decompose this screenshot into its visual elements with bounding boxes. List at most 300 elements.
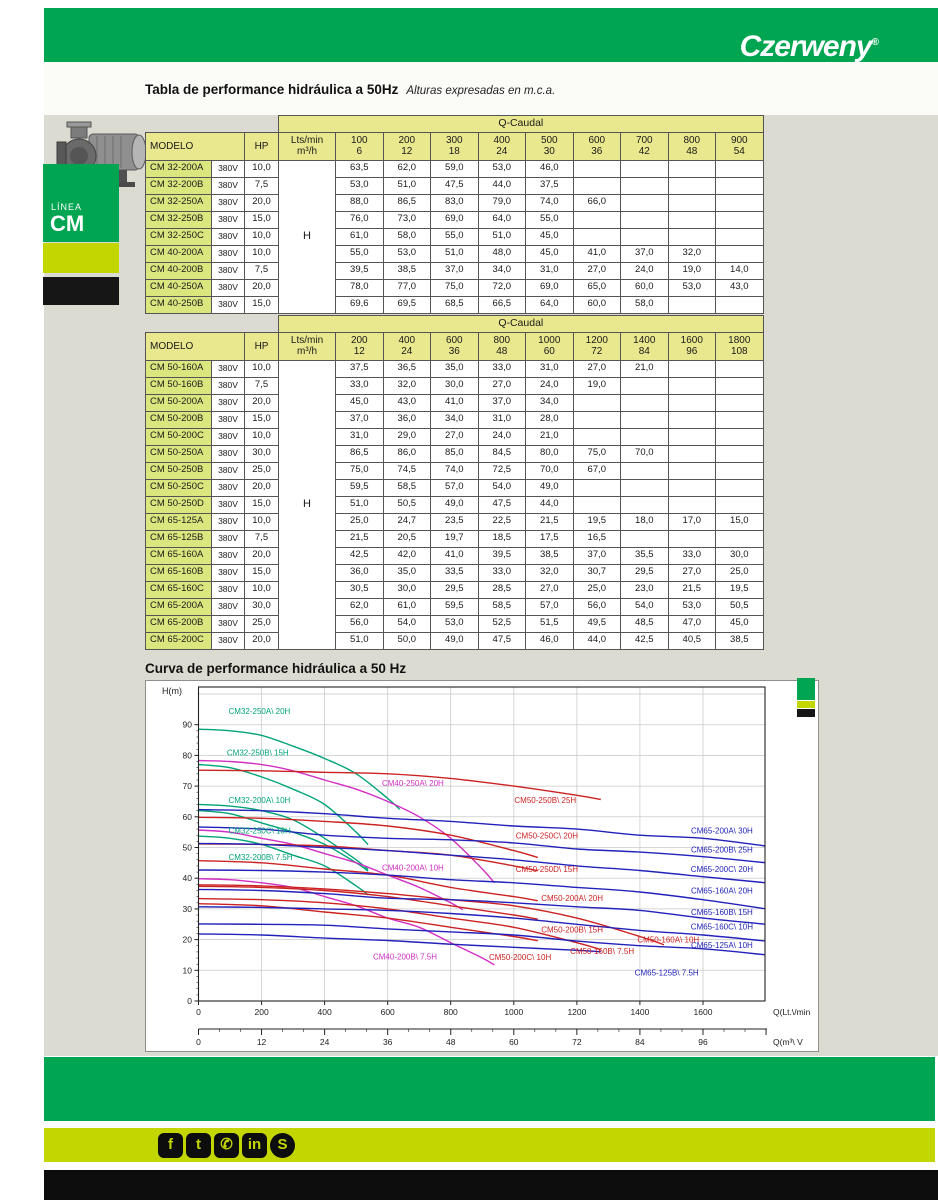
- value-cell: 37,5: [336, 360, 384, 377]
- value-cell: 85,0: [431, 445, 479, 462]
- table-section-subtitle: Alturas expresadas en m.c.a.: [406, 85, 556, 97]
- value-cell: 57,0: [526, 598, 574, 615]
- value-cell: 59,5: [431, 598, 479, 615]
- value-cell: 72,5: [478, 462, 526, 479]
- value-cell: 53,0: [431, 615, 479, 632]
- value-cell: 42,5: [336, 547, 384, 564]
- value-cell: 51,5: [526, 615, 574, 632]
- table-row: [146, 581, 764, 598]
- lts-min-header: Lts/min m³/h: [279, 332, 336, 360]
- value-cell: 68,5: [431, 296, 479, 313]
- value-cell: 51,0: [336, 496, 384, 513]
- value-cell: [621, 211, 669, 228]
- hp-cell: 30,0: [245, 598, 279, 615]
- hp-cell: 10,0: [245, 228, 279, 245]
- value-cell: 33,0: [336, 377, 384, 394]
- value-cell: 25,0: [573, 581, 621, 598]
- value-cell: 29,5: [431, 581, 479, 598]
- value-cell: 24,0: [621, 262, 669, 279]
- brand-logo: Czerweny®: [739, 30, 878, 63]
- svg-text:1200: 1200: [567, 1007, 587, 1017]
- value-cell: 86,5: [336, 445, 384, 462]
- plot-area: [199, 687, 766, 1001]
- value-cell: 56,0: [573, 598, 621, 615]
- svg-text:800: 800: [443, 1007, 458, 1017]
- model-cell: CM 40-200B: [146, 262, 212, 279]
- table-row: [146, 479, 764, 496]
- svg-text:10: 10: [182, 965, 192, 976]
- voltage-cell: 380V: [212, 479, 245, 496]
- value-cell: 45,0: [526, 228, 574, 245]
- value-cell: 41,0: [573, 245, 621, 262]
- voltage-cell: 380V: [212, 262, 245, 279]
- value-cell: 69,0: [431, 211, 479, 228]
- value-cell: [716, 445, 764, 462]
- left-margin-strip: [0, 0, 44, 1200]
- q-caudal-header: Q-Caudal: [279, 316, 764, 333]
- value-cell: 19,0: [668, 262, 716, 279]
- value-cell: 80,0: [526, 445, 574, 462]
- value-cell: 29,0: [383, 428, 431, 445]
- table-row: [146, 598, 764, 615]
- value-cell: 62,0: [383, 160, 431, 177]
- value-cell: [716, 411, 764, 428]
- value-cell: 76,0: [336, 211, 384, 228]
- value-cell: 43,0: [383, 394, 431, 411]
- hp-cell: 20,0: [245, 194, 279, 211]
- flow-header: 300 18: [431, 132, 479, 160]
- value-cell: [573, 479, 621, 496]
- value-cell: [716, 394, 764, 411]
- curve-label: CM65-125A\ 10H: [690, 941, 753, 951]
- value-cell: 53,0: [383, 245, 431, 262]
- value-cell: 58,5: [383, 479, 431, 496]
- hp-cell: 10,0: [245, 360, 279, 377]
- value-cell: 18,0: [621, 513, 669, 530]
- value-cell: 74,5: [383, 462, 431, 479]
- value-cell: 66,5: [478, 296, 526, 313]
- model-cell: CM 50-200B: [146, 411, 212, 428]
- curve-label: CM50-250D\ 15H: [515, 865, 579, 875]
- value-cell: 64,0: [478, 211, 526, 228]
- table-row: [146, 279, 764, 296]
- value-cell: 59,0: [431, 160, 479, 177]
- svg-text:1000: 1000: [504, 1007, 524, 1017]
- value-cell: 21,5: [336, 530, 384, 547]
- value-cell: 25,0: [716, 564, 764, 581]
- value-cell: [668, 360, 716, 377]
- model-cell: CM 50-160A: [146, 360, 212, 377]
- table-row: [146, 245, 764, 262]
- value-cell: 62,0: [336, 598, 384, 615]
- performance-curve-figure: [145, 680, 819, 1052]
- value-cell: [716, 360, 764, 377]
- model-cell: CM 50-200C: [146, 428, 212, 445]
- voltage-cell: 380V: [212, 245, 245, 262]
- value-cell: [573, 228, 621, 245]
- value-cell: 57,0: [431, 479, 479, 496]
- flow-header: 600 36: [431, 332, 479, 360]
- model-cell: CM 50-250B: [146, 462, 212, 479]
- value-cell: 38,5: [383, 262, 431, 279]
- value-cell: 32,0: [526, 564, 574, 581]
- voltage-cell: 380V: [212, 615, 245, 632]
- svg-text:1600: 1600: [693, 1007, 713, 1017]
- value-cell: [716, 211, 764, 228]
- value-cell: [621, 479, 669, 496]
- model-cell: CM 65-200C: [146, 632, 212, 649]
- value-cell: 30,0: [716, 547, 764, 564]
- voltage-cell: 380V: [212, 194, 245, 211]
- value-cell: 53,0: [336, 177, 384, 194]
- curve-label: CM65-200C\ 20H: [690, 865, 754, 875]
- value-cell: 38,5: [716, 632, 764, 649]
- svg-text:400: 400: [317, 1007, 332, 1017]
- value-cell: [716, 245, 764, 262]
- value-cell: 53,0: [668, 598, 716, 615]
- value-cell: 30,7: [573, 564, 621, 581]
- voltage-cell: 380V: [212, 564, 245, 581]
- x-axis-label-lts: Q(Lt.\/min: [773, 1007, 811, 1017]
- value-cell: 55,0: [336, 245, 384, 262]
- value-cell: 34,0: [431, 411, 479, 428]
- value-cell: 54,0: [478, 479, 526, 496]
- hp-cell: 15,0: [245, 411, 279, 428]
- value-cell: 27,0: [478, 377, 526, 394]
- value-cell: [573, 496, 621, 513]
- value-cell: 65,0: [573, 279, 621, 296]
- value-cell: [621, 530, 669, 547]
- hp-cell: 7,5: [245, 377, 279, 394]
- voltage-cell: 380V: [212, 377, 245, 394]
- header-bar: [44, 8, 938, 62]
- value-cell: 67,0: [573, 462, 621, 479]
- value-cell: 75,0: [336, 462, 384, 479]
- hp-cell: 20,0: [245, 279, 279, 296]
- value-cell: 52,5: [478, 615, 526, 632]
- flow-header: 1200 72: [573, 332, 621, 360]
- model-cell: CM 65-125B: [146, 530, 212, 547]
- flow-header: 100 6: [336, 132, 384, 160]
- value-cell: [668, 411, 716, 428]
- value-cell: [668, 479, 716, 496]
- value-cell: 27,0: [668, 564, 716, 581]
- spacer-cell: [146, 316, 279, 333]
- value-cell: 69,0: [526, 279, 574, 296]
- social-links: [158, 1131, 295, 1159]
- value-cell: 24,0: [526, 377, 574, 394]
- value-cell: [668, 211, 716, 228]
- value-cell: 14,0: [716, 262, 764, 279]
- curve-label: CM32-200A\ 10H: [228, 796, 291, 805]
- hp-cell: 30,0: [245, 445, 279, 462]
- curve-label: CM50-250B\ 25H: [514, 796, 577, 805]
- hp-cell: 15,0: [245, 296, 279, 313]
- value-cell: [621, 177, 669, 194]
- value-cell: 74,0: [431, 462, 479, 479]
- value-cell: [716, 462, 764, 479]
- value-cell: 16,5: [573, 530, 621, 547]
- q-caudal-header: Q-Caudal: [279, 116, 764, 133]
- model-cell: CM 65-200B: [146, 615, 212, 632]
- table-row: [146, 160, 764, 177]
- flow-header: 500 30: [526, 132, 574, 160]
- value-cell: 17,0: [668, 513, 716, 530]
- value-cell: [668, 462, 716, 479]
- svg-text:48: 48: [446, 1037, 456, 1047]
- whatsapp-icon[interactable]: ✆: [214, 1133, 239, 1158]
- value-cell: 36,0: [336, 564, 384, 581]
- value-cell: [621, 394, 669, 411]
- model-cell: CM 65-160B: [146, 564, 212, 581]
- value-cell: 46,0: [526, 160, 574, 177]
- curve-label: CM65-125B\ 7.5H: [634, 968, 699, 978]
- hp-cell: 10,0: [245, 245, 279, 262]
- model-cell: CM 40-250B: [146, 296, 212, 313]
- hp-cell: 25,0: [245, 615, 279, 632]
- value-cell: 58,0: [383, 228, 431, 245]
- value-cell: 22,5: [478, 513, 526, 530]
- model-cell: CM 32-250A: [146, 194, 212, 211]
- value-cell: 24,0: [478, 428, 526, 445]
- value-cell: [621, 428, 669, 445]
- value-cell: 32,0: [383, 377, 431, 394]
- value-cell: 48,0: [478, 245, 526, 262]
- value-cell: [573, 211, 621, 228]
- value-cell: 37,5: [526, 177, 574, 194]
- value-cell: 47,5: [478, 496, 526, 513]
- flow-header: 1400 84: [621, 332, 669, 360]
- value-cell: 55,0: [431, 228, 479, 245]
- value-cell: 70,0: [526, 462, 574, 479]
- corner-green-block: [797, 678, 815, 700]
- hp-cell: 7,5: [245, 530, 279, 547]
- table-row: [146, 228, 764, 245]
- svg-text:600: 600: [380, 1007, 395, 1017]
- model-cell: CM 32-250C: [146, 228, 212, 245]
- value-cell: 21,5: [668, 581, 716, 598]
- svg-text:1400: 1400: [630, 1007, 650, 1017]
- value-cell: [621, 160, 669, 177]
- flow-header: 1800 108: [716, 332, 764, 360]
- value-cell: 41,0: [431, 547, 479, 564]
- value-cell: 21,5: [526, 513, 574, 530]
- facebook-icon[interactable]: f: [158, 1133, 183, 1158]
- value-cell: 50,0: [383, 632, 431, 649]
- hp-cell: 20,0: [245, 547, 279, 564]
- black-accent-block: [43, 277, 119, 305]
- hp-cell: 10,0: [245, 581, 279, 598]
- svg-text:96: 96: [698, 1037, 708, 1047]
- value-cell: [573, 428, 621, 445]
- curve-label: CM50-160A\ 10H: [637, 935, 700, 945]
- value-cell: 45,0: [526, 245, 574, 262]
- value-cell: 61,0: [383, 598, 431, 615]
- value-cell: 49,0: [431, 632, 479, 649]
- value-cell: 33,5: [431, 564, 479, 581]
- x-axis-label-m3: Q(m³\ V: [773, 1037, 803, 1047]
- y-axis-label: H(m): [162, 686, 182, 696]
- value-cell: 66,0: [573, 194, 621, 211]
- linkedin-icon[interactable]: in: [242, 1133, 267, 1158]
- skype-icon[interactable]: S: [270, 1133, 295, 1158]
- value-cell: [668, 377, 716, 394]
- value-cell: 51,0: [478, 228, 526, 245]
- table-row: [146, 462, 764, 479]
- value-cell: 37,0: [621, 245, 669, 262]
- value-cell: 49,5: [573, 615, 621, 632]
- value-cell: 23,5: [431, 513, 479, 530]
- performance-table-50hz-2: [145, 315, 764, 650]
- model-cell: CM 65-125A: [146, 513, 212, 530]
- value-cell: [668, 428, 716, 445]
- value-cell: 27,0: [573, 262, 621, 279]
- flow-header: 200 12: [383, 132, 431, 160]
- model-cell: CM 65-160C: [146, 581, 212, 598]
- voltage-cell: 380V: [212, 445, 245, 462]
- value-cell: 74,0: [526, 194, 574, 211]
- value-cell: [621, 377, 669, 394]
- hp-cell: 10,0: [245, 160, 279, 177]
- svg-text:72: 72: [572, 1037, 582, 1047]
- value-cell: 25,0: [336, 513, 384, 530]
- value-cell: 45,0: [336, 394, 384, 411]
- value-cell: 31,0: [526, 360, 574, 377]
- value-cell: 69,5: [383, 296, 431, 313]
- svg-text:80: 80: [182, 750, 192, 761]
- value-cell: 58,0: [621, 296, 669, 313]
- table-row: [146, 377, 764, 394]
- svg-text:60: 60: [509, 1037, 519, 1047]
- hp-cell: 20,0: [245, 479, 279, 496]
- modelo-header: MODELO: [146, 332, 245, 360]
- value-cell: 42,0: [383, 547, 431, 564]
- voltage-cell: 380V: [212, 160, 245, 177]
- curve-label: CM50-200B\ 15H: [541, 925, 604, 935]
- value-cell: [621, 411, 669, 428]
- table-row: [146, 360, 764, 377]
- voltage-cell: 380V: [212, 462, 245, 479]
- value-cell: 29,5: [621, 564, 669, 581]
- value-cell: 37,0: [573, 547, 621, 564]
- value-cell: 86,0: [383, 445, 431, 462]
- value-cell: 17,5: [526, 530, 574, 547]
- svg-text:70: 70: [182, 781, 192, 792]
- table-row: [146, 513, 764, 530]
- corner-black-block: [797, 709, 815, 717]
- value-cell: 32,0: [668, 245, 716, 262]
- value-cell: 61,0: [336, 228, 384, 245]
- value-cell: 79,0: [478, 194, 526, 211]
- table-row: [146, 547, 764, 564]
- table-section-title: Tabla de performance hidráulica a 50Hz Alturas expresadas en m.c.a.: [145, 82, 556, 97]
- twitter-icon[interactable]: t: [186, 1133, 211, 1158]
- value-cell: 19,0: [573, 377, 621, 394]
- value-cell: [716, 428, 764, 445]
- value-cell: 31,0: [526, 262, 574, 279]
- value-cell: [668, 530, 716, 547]
- table-row: [146, 177, 764, 194]
- value-cell: 47,5: [478, 632, 526, 649]
- voltage-cell: 380V: [212, 513, 245, 530]
- curve-label: CM40-200B\ 7.5H: [372, 952, 438, 962]
- value-cell: [573, 411, 621, 428]
- table-row: [146, 564, 764, 581]
- svg-text:40: 40: [182, 873, 192, 884]
- flow-header: 600 36: [573, 132, 621, 160]
- voltage-cell: 380V: [212, 296, 245, 313]
- hp-cell: 15,0: [245, 496, 279, 513]
- curve-label: CM32-250C\ 10H: [228, 826, 291, 836]
- model-cell: CM 50-160B: [146, 377, 212, 394]
- value-cell: 53,0: [478, 160, 526, 177]
- flow-header: 700 42: [621, 132, 669, 160]
- hp-header: HP: [245, 132, 279, 160]
- model-cell: CM 32-200A: [146, 160, 212, 177]
- table-row: [146, 296, 764, 313]
- value-cell: 35,5: [621, 547, 669, 564]
- model-cell: CM 65-160A: [146, 547, 212, 564]
- flow-header: 800 48: [668, 132, 716, 160]
- value-cell: 21,0: [621, 360, 669, 377]
- value-cell: 56,0: [336, 615, 384, 632]
- value-cell: 44,0: [573, 632, 621, 649]
- curve-label: CM65-200A\ 30H: [690, 826, 753, 836]
- value-cell: 77,0: [383, 279, 431, 296]
- curve-label: CM50-200A\ 20H: [541, 894, 604, 904]
- value-cell: 30,5: [336, 581, 384, 598]
- table-row: [146, 530, 764, 547]
- value-cell: 33,0: [478, 564, 526, 581]
- spacer-cell: [146, 116, 279, 133]
- model-cell: CM 50-250D: [146, 496, 212, 513]
- value-cell: [621, 194, 669, 211]
- value-cell: [668, 160, 716, 177]
- flow-header: 400 24: [383, 332, 431, 360]
- value-cell: 48,5: [621, 615, 669, 632]
- hp-cell: 25,0: [245, 462, 279, 479]
- value-cell: 41,0: [431, 394, 479, 411]
- curve-section-title: Curva de performance hidráulica a 50 Hz: [145, 661, 407, 676]
- hp-cell: 15,0: [245, 211, 279, 228]
- flow-header: 1600 96: [668, 332, 716, 360]
- value-cell: [716, 160, 764, 177]
- value-cell: 49,0: [526, 479, 574, 496]
- value-cell: 51,0: [383, 177, 431, 194]
- value-cell: 38,5: [526, 547, 574, 564]
- model-cell: CM 50-200A: [146, 394, 212, 411]
- value-cell: 43,0: [716, 279, 764, 296]
- value-cell: 70,0: [621, 445, 669, 462]
- table-row: [146, 445, 764, 462]
- voltage-cell: 380V: [212, 411, 245, 428]
- flow-header: 900 54: [716, 132, 764, 160]
- yellow-accent-block: [43, 243, 119, 273]
- value-cell: 34,0: [526, 394, 574, 411]
- value-cell: 58,5: [478, 598, 526, 615]
- table-row: [146, 262, 764, 279]
- modelo-header: MODELO: [146, 132, 245, 160]
- hp-header: HP: [245, 332, 279, 360]
- linea-value: CM: [50, 211, 85, 236]
- value-cell: 60,0: [573, 296, 621, 313]
- value-cell: [668, 394, 716, 411]
- hp-cell: 20,0: [245, 394, 279, 411]
- model-cell: CM 40-250A: [146, 279, 212, 296]
- table-row: [146, 428, 764, 445]
- value-cell: 21,0: [526, 428, 574, 445]
- value-cell: 23,0: [621, 581, 669, 598]
